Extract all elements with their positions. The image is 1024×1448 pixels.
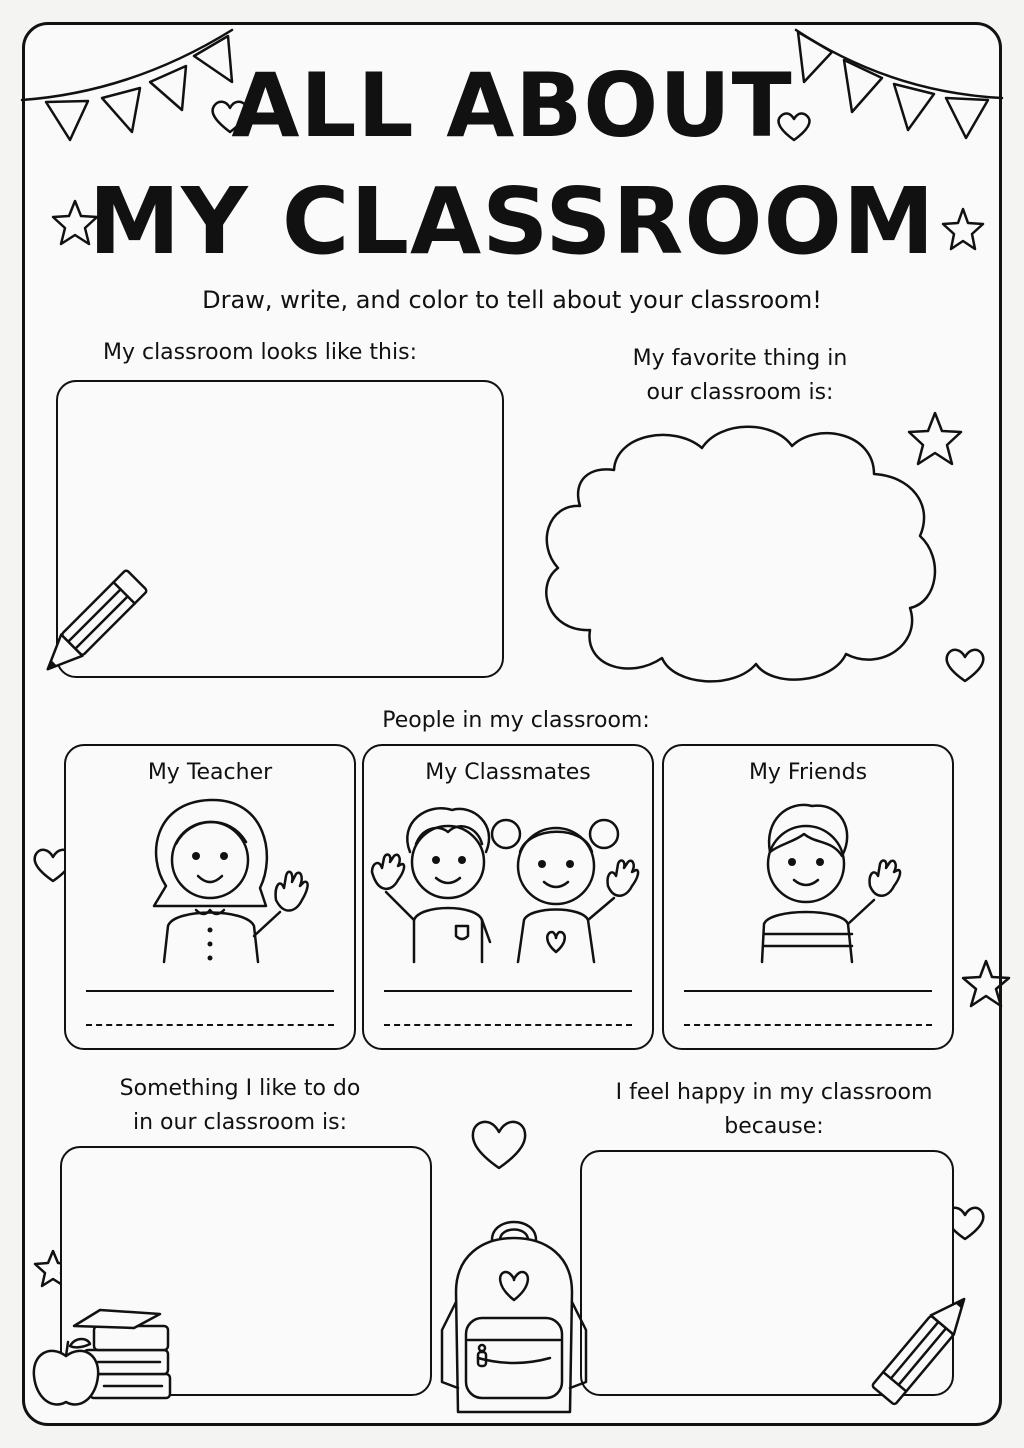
people-card-friends[interactable] xyxy=(662,744,954,1050)
feel-happy-label-line1: I feel happy in my classroom xyxy=(615,1080,933,1105)
favorite-thing-label-line1: My favorite thing in xyxy=(632,346,848,371)
card-title-teacher: My Teacher xyxy=(147,760,273,785)
page-title-line1: ALL ABOUT xyxy=(231,54,793,157)
feel-happy-label xyxy=(574,1076,974,1144)
teacher-illustration xyxy=(140,796,320,966)
card-title-friends: My Friends xyxy=(748,760,868,785)
star-icon xyxy=(960,958,1012,1010)
pencil-icon xyxy=(868,1290,978,1406)
cloud-shape[interactable] xyxy=(534,418,942,692)
people-card-classmates[interactable] xyxy=(362,744,654,1050)
like-to-do-label xyxy=(60,1072,420,1140)
friend-illustration xyxy=(748,800,908,970)
like-to-do-label-line2: in our classroom is: xyxy=(133,1110,347,1136)
name-line[interactable] xyxy=(684,990,932,992)
name-line[interactable] xyxy=(384,990,632,992)
star-icon xyxy=(940,206,986,252)
people-card-teacher[interactable] xyxy=(64,744,356,1050)
like-to-do-label-line1: Something I like to do xyxy=(119,1076,361,1101)
heart-icon xyxy=(468,1116,530,1172)
feel-happy-label-line2: because: xyxy=(724,1114,824,1140)
heart-icon xyxy=(944,646,986,684)
people-label: People in my classroom: xyxy=(382,708,650,733)
name-line-dashed[interactable] xyxy=(86,1024,334,1026)
name-line-dashed[interactable] xyxy=(684,1024,932,1026)
name-line[interactable] xyxy=(86,990,334,992)
looks-like-label: My classroom looks like this: xyxy=(102,340,417,365)
classmates-illustration xyxy=(368,802,652,972)
apple-icon xyxy=(30,1334,102,1410)
star-icon xyxy=(50,198,100,248)
name-line-dashed[interactable] xyxy=(384,1024,632,1026)
page-subtitle: Draw, write, and color to tell about your classroom! xyxy=(202,286,822,314)
card-title-classmates: My Classmates xyxy=(425,760,591,785)
page-title-line2: MY CLASSROOM xyxy=(88,168,936,275)
heart-icon xyxy=(776,110,812,142)
backpack-icon xyxy=(434,1212,594,1418)
pencil-icon xyxy=(38,566,148,682)
favorite-thing-label-line2: our classroom is: xyxy=(646,380,834,406)
heart-icon xyxy=(210,98,250,134)
favorite-thing-label xyxy=(540,342,940,410)
